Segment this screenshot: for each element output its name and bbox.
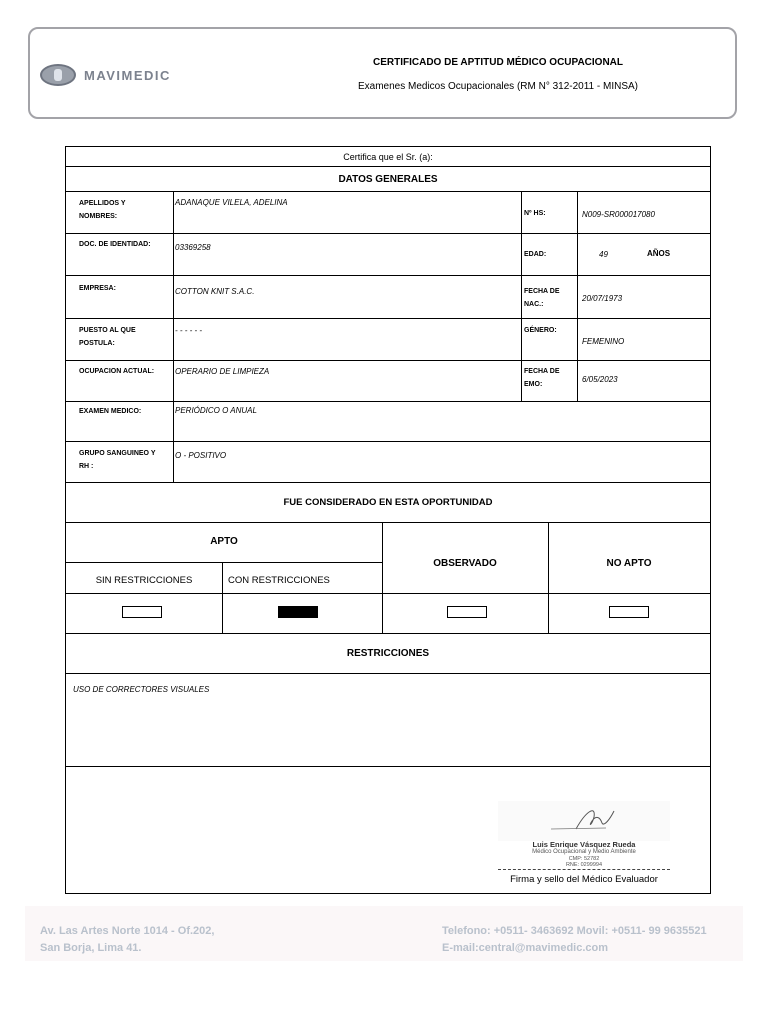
grupo-value: O - POSITIVO	[175, 451, 227, 460]
certificate-title: CERTIFICADO DE APTITUD MÉDICO OCUPACIONAL	[373, 57, 623, 68]
fnac-value: 20/07/1973	[582, 294, 623, 303]
con-restricciones-label: CON RESTRICCIONES	[228, 575, 330, 586]
datos-generales-row	[66, 167, 710, 192]
fnac-label: FECHA DE NAC.:	[524, 288, 560, 308]
doc-row	[66, 234, 710, 276]
doc-value: 03369258	[175, 243, 211, 252]
certificate-header	[28, 27, 737, 119]
certificate-form	[65, 146, 711, 894]
footer-phone: Telefono: +0511- 3463692 Movil: +0511- 99 9635521	[442, 925, 707, 937]
signature-image	[496, 799, 672, 843]
stamp-cmp: CMP: 52782	[568, 856, 600, 862]
puesto-value: - - - - - -	[175, 326, 203, 335]
datos-generales-title: DATOS GENERALES	[338, 173, 438, 185]
brand-name: MAVIMEDIC	[84, 67, 171, 83]
logo-icon	[40, 64, 76, 86]
considerado-row	[66, 483, 710, 523]
signature-line	[498, 869, 670, 870]
certifica-text: Certifica que el Sr. (a):	[343, 151, 433, 162]
ocupacion-label: OCUPACION ACTUAL:	[79, 368, 155, 375]
sin-restricciones-label: SIN RESTRICCIONES	[95, 575, 193, 586]
ocupacion-row	[66, 361, 710, 402]
certificate-subtitle: Examenes Medicos Ocupacionales (RM N° 312-2011 - MINSA)	[357, 81, 639, 92]
restricciones-title: RESTRICCIONES	[346, 648, 430, 659]
genero-value: FEMENINO	[582, 337, 625, 346]
apellidos-row	[66, 192, 710, 234]
restricciones-body	[66, 674, 710, 767]
femo-label: FECHA DE EMO:	[524, 368, 560, 388]
no-apto-title: NO APTO	[606, 558, 652, 569]
aptitud-header-row	[66, 523, 710, 594]
grupo-label: GRUPO SANGUINEO Y RH :	[79, 450, 156, 470]
examen-row	[66, 402, 710, 442]
edad-label: EDAD:	[524, 251, 547, 258]
edad-value: 49	[599, 250, 608, 259]
observado-title: OBSERVADO	[433, 558, 497, 569]
puesto-row	[66, 319, 710, 361]
con-restricciones-checkbox[interactable]	[278, 606, 318, 618]
restricciones-title-row	[66, 634, 710, 674]
edad-unit: AÑOS	[647, 249, 671, 258]
genero-label: GÉNERO:	[524, 327, 557, 334]
footer-contact	[442, 923, 707, 957]
considerado-title: FUE CONSIDERADO EN ESTA OPORTUNIDAD	[283, 497, 493, 508]
puesto-label: PUESTO AL QUE POSTULA:	[79, 327, 136, 347]
stamp-rne: RNE: 0299994	[565, 862, 603, 868]
grupo-row	[66, 442, 710, 483]
restricciones-text: USO DE CORRECTORES VISUALES	[73, 685, 210, 694]
empresa-value: COTTON KNIT S.A.C.	[175, 287, 255, 296]
footer-address	[40, 923, 214, 957]
apellidos-label: APELLIDOS Y NOMBRES:	[79, 200, 126, 220]
observado-checkbox[interactable]	[447, 606, 487, 618]
footer-address-line1: Av. Las Artes Norte 1014 - Of.202,	[40, 925, 215, 937]
apellidos-value: ADANAQUE VILELA, ADELINA	[175, 198, 288, 207]
brand-logo	[40, 62, 171, 88]
footer-email: E-mail:central@mavimedic.com	[442, 942, 609, 954]
empresa-row	[66, 276, 710, 319]
certifica-row	[66, 147, 710, 167]
signature-caption: Firma y sello del Médico Evaluador	[510, 874, 658, 885]
footer-address-line2: San Borja, Lima 41.	[40, 942, 142, 954]
ocupacion-value: OPERARIO DE LIMPIEZA	[175, 367, 270, 376]
stamp-role: Médico Ocupacional y Medio Ambiente	[532, 849, 636, 855]
sin-restricciones-checkbox[interactable]	[122, 606, 162, 618]
no-apto-checkbox[interactable]	[609, 606, 649, 618]
examen-value: PERIÓDICO O ANUAL	[175, 406, 257, 415]
apto-title: APTO	[210, 536, 238, 547]
doc-label: DOC. DE IDENTIDAD:	[79, 241, 151, 248]
aptitud-check-row	[66, 594, 710, 634]
nhs-value: N009-SR000017080	[582, 210, 655, 219]
femo-value: 6/05/2023	[582, 375, 618, 384]
stamp-name: Luis Enrique Vásquez Rueda	[532, 840, 636, 849]
empresa-label: EMPRESA:	[79, 285, 116, 292]
nhs-label: Nº HS:	[524, 210, 546, 217]
examen-label: EXAMEN MEDICO:	[79, 408, 142, 415]
signature-block	[496, 799, 672, 889]
